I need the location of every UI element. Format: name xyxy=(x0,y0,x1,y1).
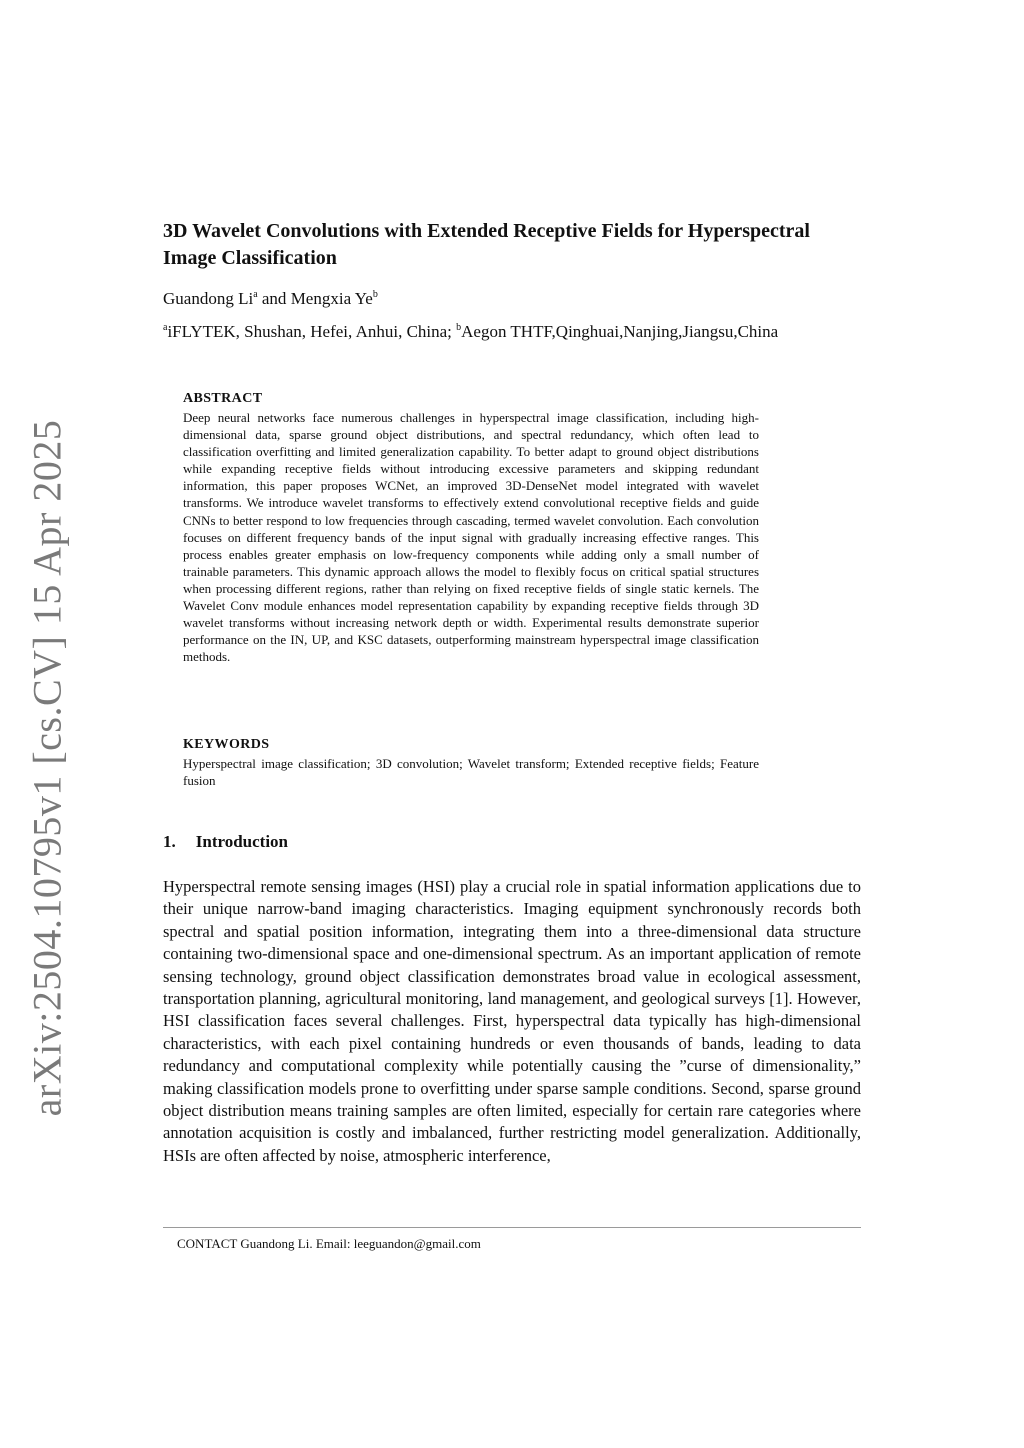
affiliation-line xyxy=(163,322,778,342)
footnote-divider xyxy=(163,1227,861,1228)
section-title: Introduction xyxy=(195,832,289,851)
affiliation-marker: b xyxy=(372,289,378,300)
keywords-text: Hyperspectral image classification; 3D convolution; Wavelet transform; Extended receptive fields; Feature fusion xyxy=(183,756,759,789)
contact-footnote: CONTACT Guandong Li. Email: leeguandon@gmail.com xyxy=(177,1236,481,1251)
affiliation-marker: a xyxy=(253,289,258,300)
affiliation-marker: b xyxy=(456,322,462,333)
affiliation-marker: a xyxy=(163,322,168,333)
author-name: Mengxia Ye xyxy=(290,289,373,308)
author-joiner: and xyxy=(257,289,291,308)
affiliation-text: Aegon THTF,Qinghuai,Nanjing,Jiangsu,China xyxy=(461,322,779,341)
abstract-heading: ABSTRACT xyxy=(183,391,263,406)
arxiv-identifier-stamp: arXiv:2504.10795v1 [cs.CV] 15 Apr 2025 xyxy=(24,419,70,1117)
abstract-section xyxy=(183,391,759,665)
affiliation-text: iFLYTEK, Shushan, Hefei, Anhui, China; xyxy=(167,322,457,341)
section-heading xyxy=(163,832,288,852)
author-line xyxy=(163,289,378,309)
keywords-section xyxy=(183,737,759,789)
abstract-text: Deep neural networks face numerous challenges in hyperspectral image classification, including high-dimensional data, sparse ground object distributions, and spectral redundancy, which often lead to classification overfitting and limited generalization capability. To better adapt to ground object distributions while expanding receptive fields without introducing excessive parameters and skipping redundant information, this paper proposes WCNet, an improved 3D-DenseNet model integrated with wavelet transforms. We introduce wavelet transforms to effectively extend convolutional receptive fields and guide CNNs to better respond to low frequencies through cascading, termed wavelet convolution. Each convolution focuses on different frequency bands of the input signal with gradually increasing effective ranges. This process enables greater emphasis on low-frequency components while adding only a small number of trainable parameters. This dynamic approach allows the model to flexibly focus on critical spatial structures when processing different regions, rather than relying on fixed receptive fields of single static kernels. The Wavelet Conv module enhances model representation capability by expanding receptive fields through 3D wavelet transforms without increasing network depth or width. Experimental results demonstrate superior performance on the IN, UP, and KSC datasets, outperforming mainstream hyperspectral image classification methods. xyxy=(183,410,759,665)
keywords-heading: KEYWORDS xyxy=(183,737,270,752)
author-name: Guandong Li xyxy=(163,289,254,308)
introduction-paragraph: Hyperspectral remote sensing images (HSI) play a crucial role in spatial information applications due to their unique narrow-band imaging characteristics. Imaging equipment synchronously records both spectral and spatial position information, integrating them into a three-dimensional data structure containing two-dimensional space and one-dimensional spectrum. As an important application of remote sensing technology, ground object classification demonstrates broad value in ecological assessment, transportation planning, agricultural monitoring, land management, and geological surveys [1]. However, HSI classification faces several challenges. First, hyperspectral data typically has high-dimensional characteristics, with each pixel containing hundreds or even thousands of bands, leading to data redundancy and computational complexity while potentially causing the ”curse of dimensionality,” making classification models prone to overfitting under sparse sample conditions. Second, sparse ground object distribution means training samples are often limited, especially for certain rare categories where annotation acquisition is costly and imbalanced, further restricting model generalization. Additionally, HSIs are often affected by noise, atmospheric interference, xyxy=(163,877,861,1165)
section-number: 1. xyxy=(163,832,176,851)
paper-title: 3D Wavelet Convolutions with Extended Receptive Fields for Hyperspectral Image Classification xyxy=(163,220,810,269)
